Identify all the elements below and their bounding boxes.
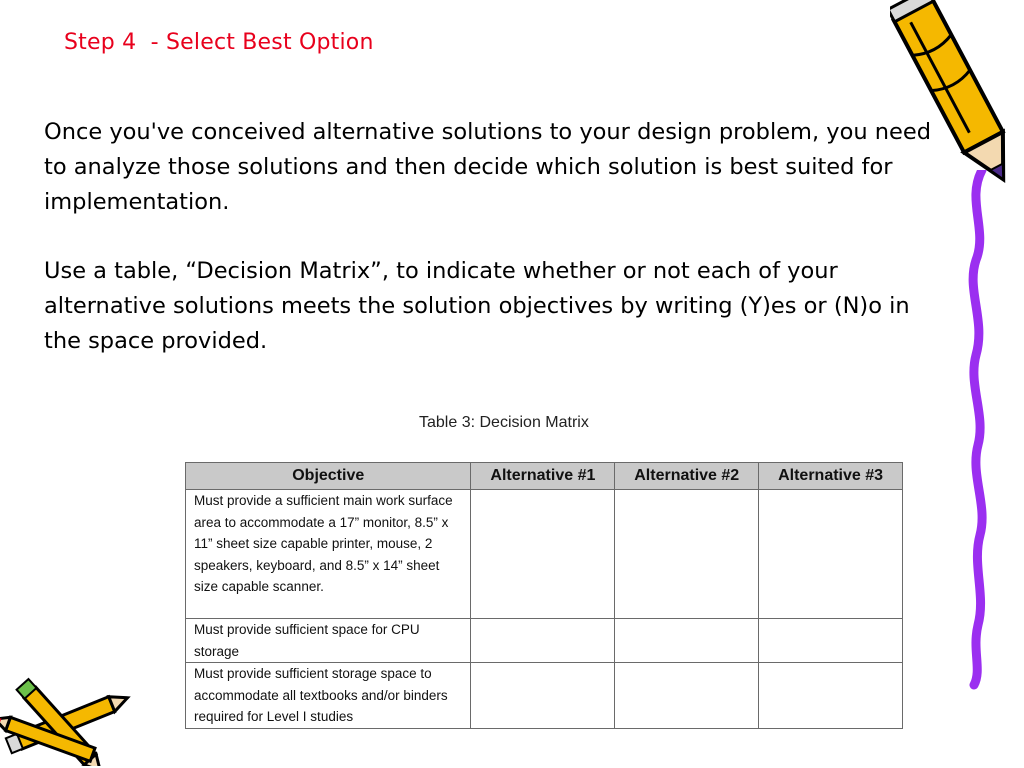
header-alternative-3: Alternative #3 xyxy=(759,463,903,490)
objective-cell: Must provide a sufficient main work surface area to accommodate a 17” monitor, 8.5” x 11” sheet size capable printer, mouse, 2 speakers, keyboard, and 8.5” x 14” sheet size capable scanner. xyxy=(186,490,471,619)
table-caption: Table 3: Decision Matrix xyxy=(419,414,589,431)
intro-paragraph: Once you've conceived alternative solutions to your design problem, you need to analyze those solutions and then decide which solution is best suited for implementation. xyxy=(44,119,931,215)
alternative-1-cell[interactable] xyxy=(471,619,615,663)
table-header-row xyxy=(186,463,903,490)
table-row xyxy=(186,663,903,729)
header-alternative-1: Alternative #1 xyxy=(471,463,615,490)
alternative-1-cell[interactable] xyxy=(471,490,615,619)
alternative-3-cell[interactable] xyxy=(759,619,903,663)
objective-cell: Must provide sufficient space for CPU storage xyxy=(186,619,471,663)
alternative-2-cell[interactable] xyxy=(615,619,759,663)
header-objective: Objective xyxy=(186,463,471,490)
header-alternative-2: Alternative #2 xyxy=(615,463,759,490)
alternative-2-cell[interactable] xyxy=(615,490,759,619)
decision-matrix-table xyxy=(185,462,903,729)
crossed-pencils-icon xyxy=(0,666,140,766)
instruction-paragraph: Use a table, “Decision Matrix”, to indicate whether or not each of your alternative solutions meets the solution objectives by writing (Y)es or (N)o in the space provided. xyxy=(44,258,910,354)
alternative-2-cell[interactable] xyxy=(615,663,759,729)
alternative-1-cell[interactable] xyxy=(471,663,615,729)
table-row xyxy=(186,490,903,619)
slide-title: Step 4 - Select Best Option xyxy=(64,30,374,55)
table-row xyxy=(186,619,903,663)
alternative-3-cell[interactable] xyxy=(759,663,903,729)
squiggle-line-icon xyxy=(956,170,996,690)
alternative-3-cell[interactable] xyxy=(759,490,903,619)
objective-cell: Must provide sufficient storage space to accommodate all textbooks and/or binders required for Level I studies xyxy=(186,663,471,729)
